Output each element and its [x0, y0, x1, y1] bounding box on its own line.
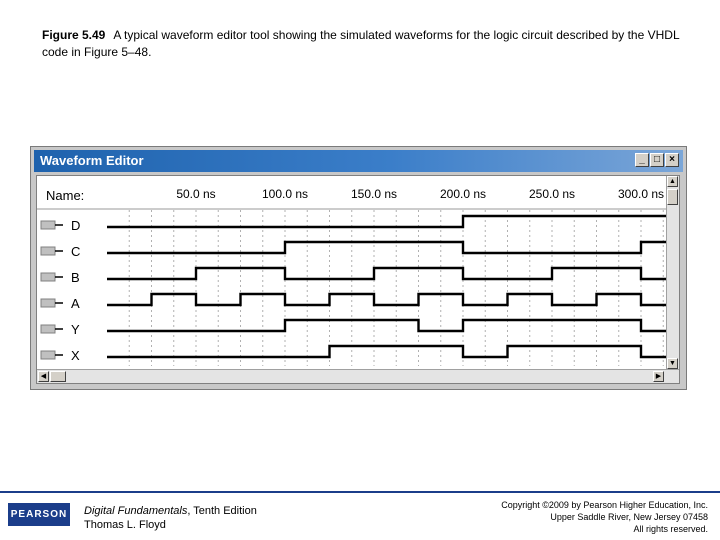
time-label: 250.0 ns [528, 187, 576, 201]
maximize-button[interactable]: □ [650, 153, 664, 167]
output-pin-icon [41, 351, 63, 359]
signal-name: X [71, 348, 80, 363]
signal-row-d[interactable] [41, 216, 667, 233]
signal-name: A [71, 296, 80, 311]
signal-row-c[interactable] [41, 242, 667, 259]
figure-caption-text: A typical waveform editor tool showing the simulated waveforms for the logic circuit described by the VHDL code in Figure 5–48. [42, 28, 680, 59]
waveform-pane[interactable] [36, 175, 680, 384]
waveform-trace [107, 216, 667, 227]
signal-row-b[interactable] [41, 268, 667, 285]
time-grid [129, 210, 667, 366]
scroll-left-button[interactable]: ◀ [38, 371, 49, 382]
name-column-header: Name: [46, 188, 85, 203]
waveform-editor-window [30, 146, 687, 390]
time-axis-labels [176, 187, 664, 201]
pearson-logo: PEARSON [8, 503, 70, 526]
scroll-down-button[interactable]: ▼ [667, 358, 678, 369]
signal-name: C [71, 244, 81, 259]
input-pin-icon [41, 221, 63, 229]
copyright-line-1: Copyright ©2009 by Pearson Higher Education, Inc. [501, 500, 708, 510]
signal-rows [41, 216, 667, 363]
output-pin-icon [41, 325, 63, 333]
waveform-trace [107, 294, 667, 305]
waveform-trace [107, 242, 667, 253]
book-info [84, 504, 257, 532]
waveform-display[interactable] [37, 176, 667, 369]
close-button[interactable]: × [665, 153, 679, 167]
time-label: 100.0 ns [261, 187, 309, 201]
input-pin-icon [41, 247, 63, 255]
copyright-line-3: All rights reserved. [633, 524, 708, 534]
figure-label: Figure 5.49 [42, 28, 106, 42]
time-label: 50.0 ns [176, 187, 216, 201]
time-label: 150.0 ns [350, 187, 398, 201]
signal-row-a[interactable] [41, 294, 667, 311]
signal-name: D [71, 218, 81, 233]
waveform-trace [107, 346, 667, 357]
signal-name: Y [71, 322, 80, 337]
input-pin-icon [41, 273, 63, 281]
input-pin-icon [41, 299, 63, 307]
horizontal-scrollbar[interactable] [37, 369, 679, 383]
copyright-line-2: Upper Saddle River, New Jersey 07458 [550, 512, 708, 522]
signal-row-x[interactable] [41, 346, 667, 363]
waveform-trace [107, 268, 667, 279]
book-title: Digital Fundamentals [84, 505, 188, 517]
book-author: Thomas L. Floyd [84, 519, 166, 531]
time-label: 300.0 ns [617, 187, 665, 201]
waveform-trace [107, 320, 667, 331]
signal-row-y[interactable] [41, 320, 667, 337]
window-title: Waveform Editor [40, 153, 144, 168]
minimize-button[interactable]: _ [635, 153, 649, 167]
horizontal-scroll-thumb[interactable] [50, 371, 66, 382]
scroll-up-button[interactable]: ▲ [667, 176, 678, 187]
figure-caption [42, 27, 682, 61]
vertical-scroll-thumb[interactable] [667, 189, 678, 205]
signal-name: B [71, 270, 80, 285]
copyright-notice [501, 499, 708, 535]
time-label: 200.0 ns [439, 187, 487, 201]
vertical-scrollbar[interactable] [666, 176, 679, 369]
scroll-right-button[interactable]: ▶ [653, 371, 664, 382]
title-bar[interactable] [34, 150, 683, 172]
book-edition: , Tenth Edition [187, 505, 257, 517]
footer-divider [0, 491, 720, 493]
